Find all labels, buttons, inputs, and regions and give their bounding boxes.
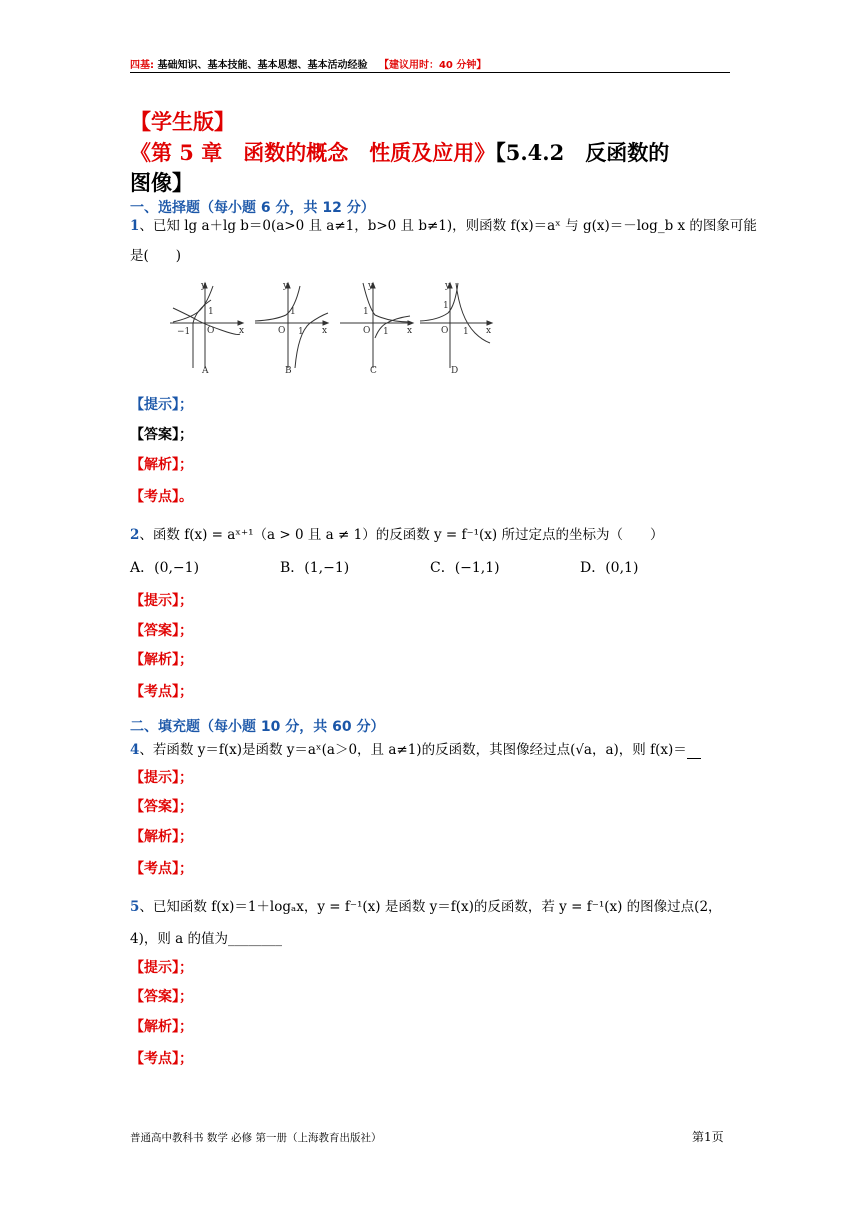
question-number: 1 (130, 218, 140, 234)
question-text: 、函数 f(x) = aˣ⁺¹（a > 0 且 a ≠ 1）的反函数 y = f⁻¹(x) 所过定点的坐标为（ ） (139, 527, 664, 543)
q2-analysis-label: 【解析】； (130, 652, 193, 668)
question-1-cont: 是( ) (130, 248, 182, 264)
q2-option-a: A．(0,−1) (130, 560, 200, 576)
svg-text:O: O (278, 326, 286, 336)
svg-text:y: y (368, 281, 374, 291)
edition-label: 【学生版】 (130, 109, 235, 134)
q4-answer-label: 【答案】； (130, 799, 193, 815)
svg-text:O: O (441, 326, 449, 336)
question-text: 、若函数 y＝f(x)是函数 y＝aˣ(a＞0，且 a≠1)的反函数，其图像经过点(√a，a)，则 f(x)＝ (139, 742, 687, 758)
svg-text:1: 1 (383, 327, 389, 337)
svg-text:1: 1 (463, 327, 469, 337)
q5-analysis-label: 【解析】； (130, 1019, 193, 1035)
svg-text:O: O (207, 326, 215, 336)
q1-answer-label: 【答案】； (130, 427, 193, 443)
svg-text:x: x (239, 326, 245, 336)
question-1-graphs (165, 278, 495, 378)
q5-answer-label: 【答案】； (130, 989, 193, 1005)
q2-hint-label: 【提示】； (130, 593, 193, 609)
svg-text:x: x (486, 326, 492, 336)
q2-answer-label: 【答案】； (130, 623, 193, 639)
question-number: 2 (130, 527, 140, 543)
q4-analysis-label: 【解析】； (130, 829, 193, 845)
q1-analysis-label: 【解析】； (130, 457, 193, 473)
chapter-title-red: 《第 5 章 函数的概念 性质及应用》 (130, 140, 496, 165)
chapter-title-black: 【5.4.2 反函数的 (495, 140, 670, 165)
footer-page-number: 第1页 (692, 1130, 724, 1144)
header-rule (130, 72, 730, 73)
graph-b (255, 283, 328, 368)
svg-text:−1: −1 (177, 327, 191, 337)
header-prefix: 四基: (130, 60, 154, 71)
svg-text:B: B (285, 366, 292, 376)
question-5-cont: 4)，则 a 的值为________ (130, 931, 282, 947)
q2-option-d: D．(0,1) (580, 560, 639, 576)
question-text: 、已知函数 f(x)＝1＋logₐx，y = f⁻¹(x) 是函数 y＝f(x)的反函数，若 y = f⁻¹(x) 的图像过点(2， (139, 899, 722, 915)
q4-hint-label: 【提示】； (130, 770, 193, 786)
svg-text:y: y (283, 281, 289, 291)
svg-text:1: 1 (443, 301, 449, 311)
question-text: 、已知 lg a＋lg b＝0(a>0 且 a≠1，b>0 且 b≠1)，则函数 f(x)＝aˣ 与 g(x)＝－log_b x 的图象可能 (139, 218, 757, 234)
question-5 (130, 895, 722, 915)
question-2 (130, 523, 663, 543)
svg-text:x: x (322, 326, 328, 336)
page-header (130, 56, 486, 71)
svg-text:1: 1 (208, 307, 214, 317)
q2-topic-label: 【考点】； (130, 684, 193, 700)
graph-d (420, 283, 492, 368)
svg-text:O: O (363, 326, 371, 336)
footer-book-title: 普通高中教科书 数学 必修 第一册（上海教育出版社） (130, 1132, 382, 1144)
q5-hint-label: 【提示】； (130, 960, 193, 976)
svg-text:1: 1 (363, 307, 369, 317)
svg-text:D: D (451, 366, 459, 376)
header-time: 【建议用时：40 分钟】 (378, 60, 487, 71)
svg-text:1: 1 (290, 307, 296, 317)
svg-text:C: C (370, 366, 377, 376)
svg-text:y: y (445, 281, 451, 291)
section-1-heading: 一、选择题（每小题 6 分，共 12 分） (130, 200, 375, 216)
q2-option-b: B．(1,−1) (280, 560, 350, 576)
svg-text:1: 1 (298, 327, 304, 337)
question-4 (130, 738, 701, 759)
svg-text:A: A (202, 366, 209, 376)
chapter-title-line3: 图像】 (130, 170, 193, 195)
question-1 (130, 214, 757, 234)
chapter-title (130, 137, 669, 167)
header-text: 基础知识、基本技能、基本思想、基本活动经验 (157, 60, 368, 71)
q1-hint-label: 【提示】； (130, 397, 193, 413)
svg-text:x: x (407, 326, 413, 336)
graph-c (340, 283, 413, 368)
svg-text:y: y (201, 281, 207, 291)
q1-topic-label: 【考点】。 (130, 489, 193, 505)
section-2-heading: 二、填充题（每小题 10 分，共 60 分） (130, 719, 385, 735)
question-number: 5 (130, 899, 140, 915)
answer-blank (687, 742, 701, 759)
q2-option-c: C．(−1,1) (430, 560, 500, 576)
q5-topic-label: 【考点】； (130, 1051, 193, 1067)
question-number: 4 (130, 742, 140, 758)
q4-topic-label: 【考点】； (130, 861, 193, 877)
